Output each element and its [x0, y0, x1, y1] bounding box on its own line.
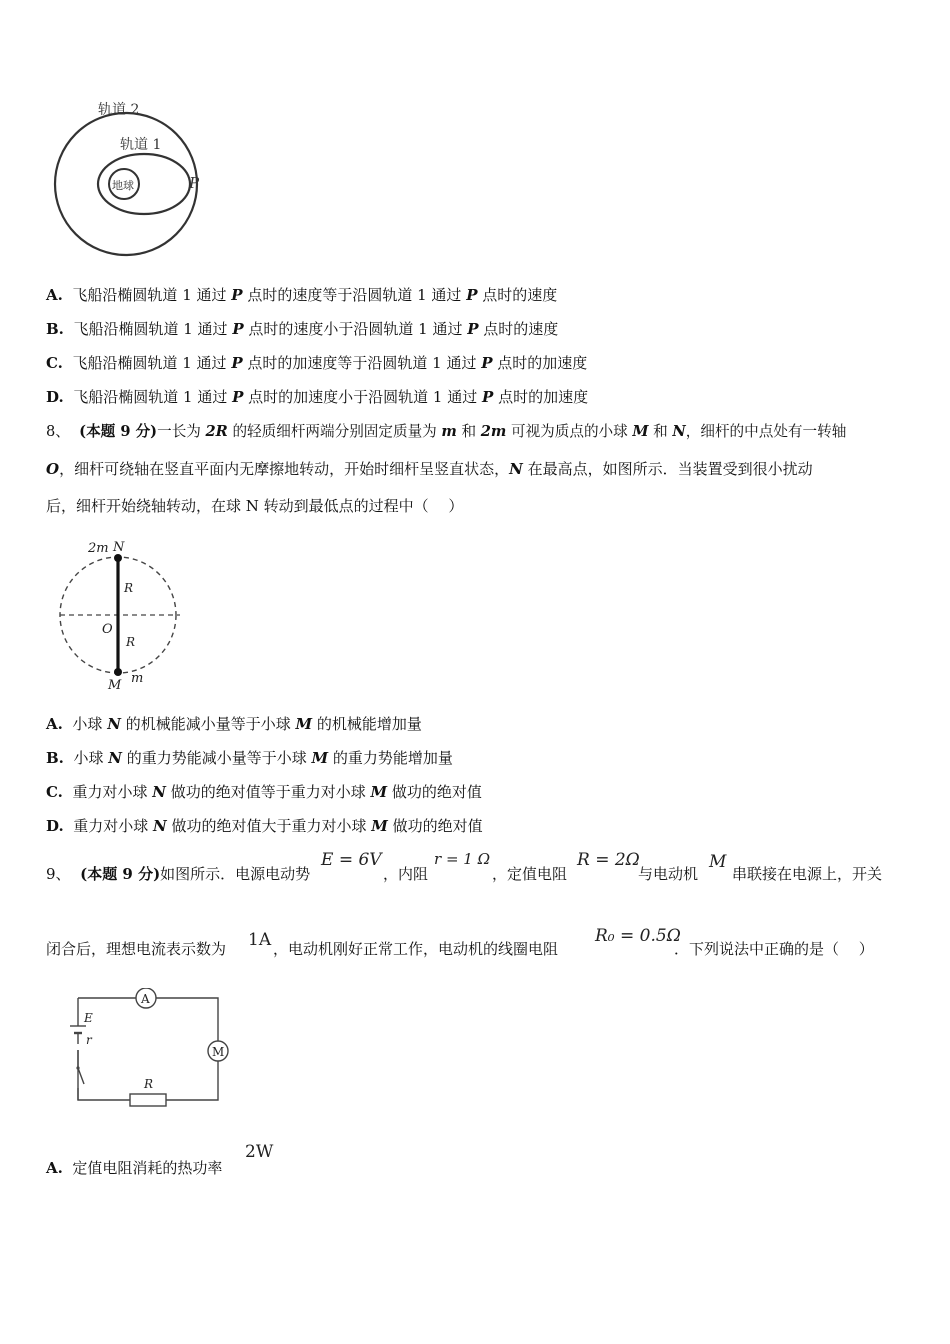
circuit-diagram	[68, 988, 238, 1110]
resistor-label: R	[144, 1077, 154, 1091]
switch-blade	[78, 1068, 84, 1084]
label-n: N	[113, 540, 125, 555]
q8-stem-line-3: 后，细杆开始绕轴转动，在球 N 转动到最低点的过程中（ ）	[46, 497, 464, 515]
ball-m	[114, 668, 122, 676]
q8-option-c: C. 重力对小球 N 做功的绝对值等于重力对小球 M 做功的绝对值	[46, 783, 482, 801]
label-r-upper: R	[124, 581, 134, 595]
ammeter-label: A	[141, 992, 150, 1006]
q8-stem-line-2: O，细杆可绕轴在竖直平面内无摩擦地转动，开始时细杆呈竖直状态，N 在最高点，如图所示．当装置受到很小扰动	[46, 460, 813, 478]
q9-resistor-r: R = 2Ω	[577, 850, 640, 870]
q7-option-c: C. 飞船沿椭圆轨道 1 通过 P 点时的加速度等于沿圆轨道 1 通过 P 点时的加速度	[46, 354, 588, 372]
internal-r-label: r	[86, 1033, 92, 1047]
q9-stem-line-1: 9、 (本题 9 分)如图所示．电源电动势 E = 6V ，内阻 r = 1 Ω ，定值电阻 R = 2Ω 与电动机 M 串联接在电源上，开关	[46, 850, 883, 883]
q8-option-a: A. 小球 N 的机械能减小量等于小球 M 的机械能增加量	[46, 715, 422, 733]
q7-option-a: A. 飞船沿椭圆轨道 1 通过 P 点时的速度等于沿圆轨道 1 通过 P 点时的速度	[46, 286, 558, 304]
label-o: O	[102, 622, 113, 637]
q9-stem-line-2: 闭合后，理想电流表示数为 1A ，电动机刚好正常工作，电动机的线圈电阻 R₀ = 0.5Ω ．下列说法中正确的是（ ）	[46, 926, 874, 958]
track1-label: 轨道 1	[120, 137, 162, 153]
point-p-label: P	[189, 174, 200, 192]
earth-label: 地球	[112, 179, 134, 192]
q8-option-b: B. 小球 N 的重力势能减小量等于小球 M 的重力势能增加量	[46, 749, 453, 767]
q9-emf: E = 6V	[321, 850, 382, 870]
track2-label: 轨道 2	[98, 102, 140, 118]
motor-label: M	[212, 1045, 225, 1059]
rod-diagram	[55, 535, 195, 695]
label-m-mass: m	[131, 671, 144, 686]
q7-option-b: B. 飞船沿椭圆轨道 1 通过 P 点时的速度小于沿圆轨道 1 通过 P 点时的速度	[46, 320, 559, 338]
q8-stem-line-1: 8、 (本题 9 分)一长为 2R 的轻质细杆两端分别固定质量为 m 和 2m 可视为质点的小球 M 和 N，细杆的中点处有一转轴	[46, 423, 847, 440]
q9-option-a-value: 2W	[245, 1142, 274, 1162]
q9-current: 1A	[248, 930, 272, 950]
q9-coil-resistance: R₀ = 0.5Ω	[595, 926, 681, 946]
emf-label: E	[84, 1011, 93, 1025]
label-2m: 2m	[88, 541, 109, 556]
q7-option-d: D. 飞船沿椭圆轨道 1 通过 P 点时的加速度小于沿圆轨道 1 通过 P 点时的加速度	[46, 388, 589, 406]
q9-option-a: A. 定值电阻消耗的热功率 2W	[46, 1142, 274, 1177]
ball-n	[114, 554, 122, 562]
q9-internal-r: r = 1 Ω	[434, 850, 491, 868]
resistor-symbol	[130, 1094, 166, 1106]
q8-option-d: D. 重力对小球 N 做功的绝对值大于重力对小球 M 做功的绝对值	[46, 817, 483, 835]
label-m-ball: M	[108, 678, 122, 693]
q9-motor: M	[709, 852, 727, 872]
label-r-lower: R	[126, 635, 136, 649]
orbit-diagram	[40, 92, 220, 257]
